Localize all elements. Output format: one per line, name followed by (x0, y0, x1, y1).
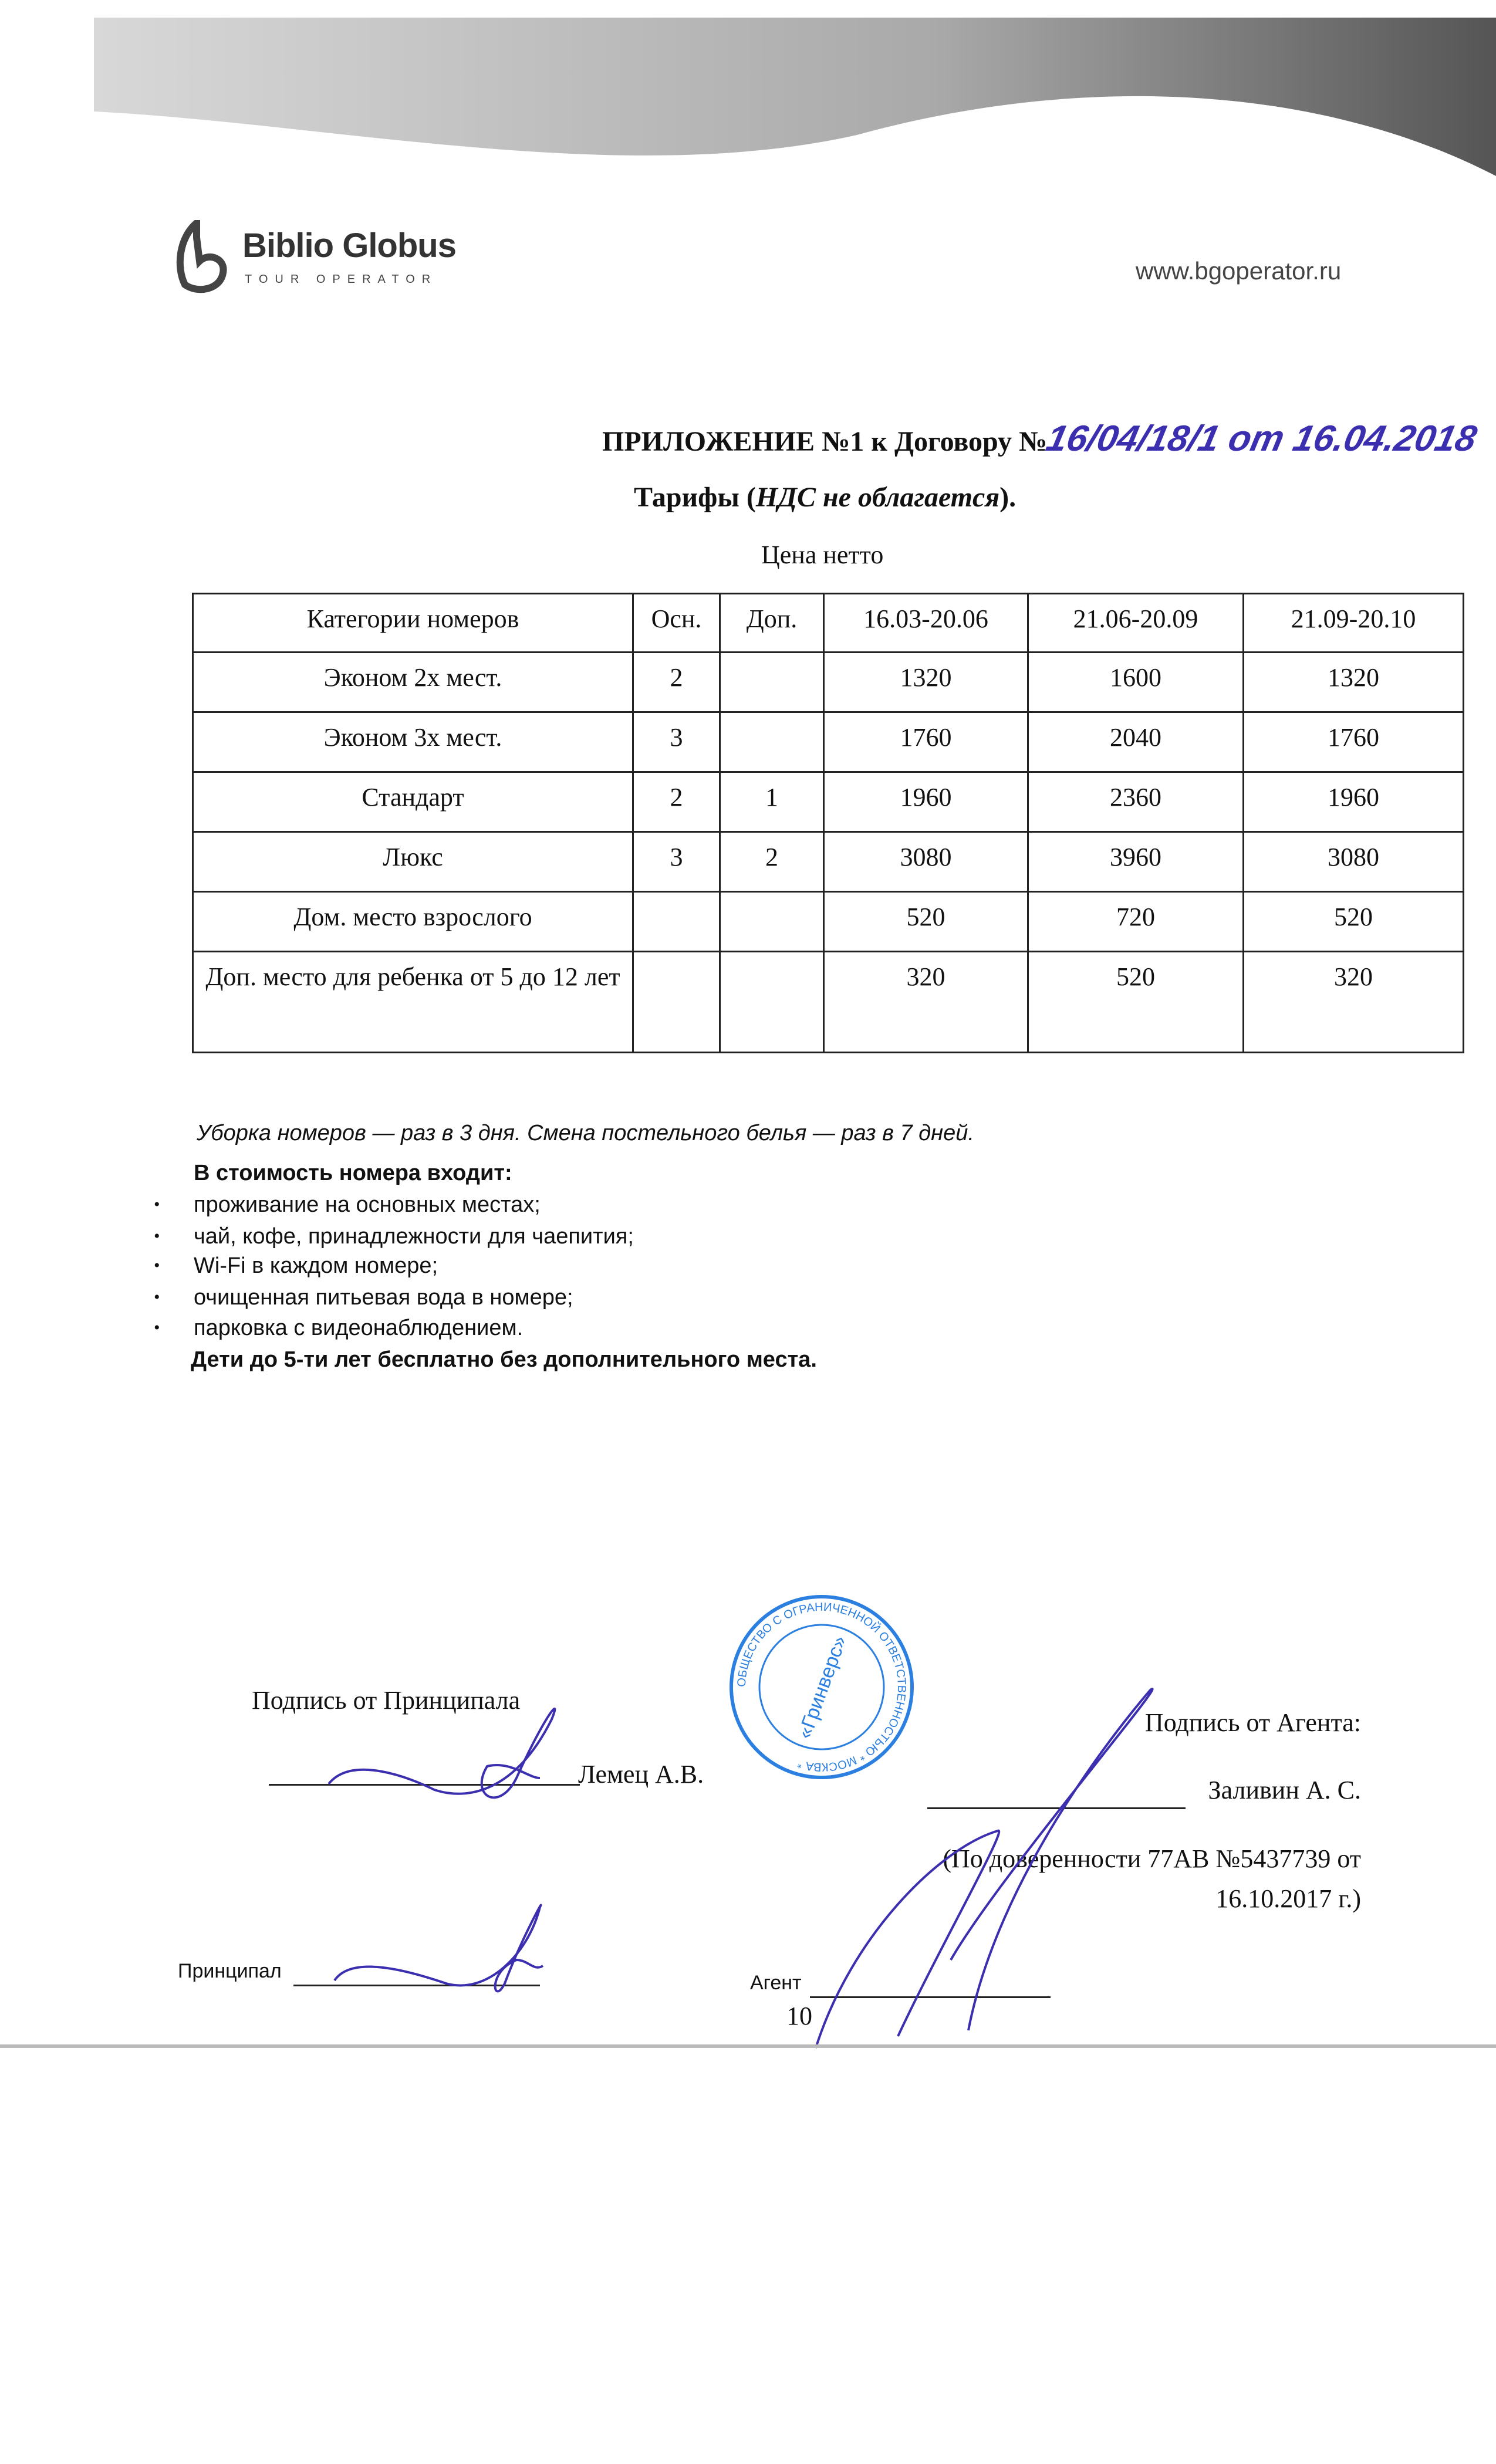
principal-signature-label: Подпись от Принципала (252, 1686, 521, 1715)
bullet-icon: • (154, 1226, 160, 1246)
tariffs-end: ). (999, 482, 1017, 513)
table-cell: 320 (824, 952, 1028, 1053)
table-cell: 1760 (1244, 712, 1464, 772)
principal-name: Лемец А.В. (578, 1760, 704, 1789)
table-cell: 3960 (1028, 832, 1244, 892)
table-cell: Эконом 2х мест. (193, 653, 633, 712)
cleaning-note: Уборка номеров — раз в 3 дня. Смена постельного белья — раз в 7 дней. (197, 1121, 974, 1145)
logo-subtitle: TOUR OPERATOR (245, 273, 438, 286)
header-cell: Категории номеров (193, 594, 633, 653)
table-cell: 1600 (1028, 653, 1244, 712)
table-cell: 520 (824, 892, 1028, 952)
included-item: чай, кофе, принадлежности для чаепития; (194, 1224, 634, 1249)
page-edge (0, 2044, 1496, 2048)
table-cell: 3 (633, 712, 720, 772)
bullet-icon: • (154, 1195, 160, 1214)
table-cell: Эконом 3х мест. (193, 712, 633, 772)
vat-note: НДС не облагается (755, 482, 1000, 513)
included-item: парковка с видеонаблюдением. (194, 1316, 524, 1340)
table-cell: 1960 (824, 772, 1028, 832)
header-cell: 21.09-20.10 (1244, 594, 1464, 653)
included-heading: В стоимость номера входит: (194, 1161, 512, 1185)
children-note: Дети до 5-ти лет бесплатно без дополнительного места. (191, 1347, 817, 1372)
table-cell: 1 (720, 772, 824, 832)
table-cell: 2360 (1028, 772, 1244, 832)
footer-principal-signature (335, 1905, 543, 1992)
power-of-attorney-date: 16.10.2017 г.) (1215, 1884, 1361, 1913)
header-cell: 21.06-20.09 (1028, 594, 1244, 653)
table-cell: 2 (720, 832, 824, 892)
svg-text:ОБЩЕСТВО С ОГРАНИЧЕННОЙ ОТВЕТС: ОБЩЕСТВО С ОГРАНИЧЕННОЙ ОТВЕТСТВЕННОСТЬЮ * МОСКВА * (735, 1600, 909, 1774)
table-cell: 720 (1028, 892, 1244, 952)
power-of-attorney: (По доверенности 77АВ №5437739 от (943, 1844, 1361, 1873)
table-cell: 1320 (1244, 653, 1464, 712)
agent-signature-label: Подпись от Агента: (1144, 1708, 1361, 1737)
table-cell: 1960 (1244, 772, 1464, 832)
table-cell: 1320 (824, 653, 1028, 712)
table-cell: Люкс (193, 832, 633, 892)
table-cell: Доп. место для ребенка от 5 до 12 лет (193, 952, 633, 1053)
logo-name: Biblio Globus (242, 227, 456, 265)
svg-text:«Гринверс»: «Гринверс» (793, 1632, 852, 1742)
header-cell: 16.03-20.06 (824, 594, 1028, 653)
included-item: Wi-Fi в каждом номере; (194, 1253, 438, 1278)
page-number: 10 (786, 2002, 812, 2030)
bullet-icon: • (154, 1256, 160, 1275)
tariffs-text: Тарифы ( (634, 482, 756, 513)
table-cell: 1760 (824, 712, 1028, 772)
header-cell: Осн. (633, 594, 720, 653)
table-cell: 3 (633, 832, 720, 892)
website: www.bgoperator.ru (1136, 257, 1342, 285)
footer-principal-label: Принципал (178, 1960, 282, 1982)
table-cell: 520 (1244, 892, 1464, 952)
price-label: Цена нетто (761, 540, 884, 569)
table-cell: 2 (633, 653, 720, 712)
bullet-icon: • (154, 1287, 160, 1307)
header-cell: Доп. (720, 594, 824, 653)
table-cell: 520 (1028, 952, 1244, 1053)
table-cell: 320 (1244, 952, 1464, 1053)
table-cell: Стандарт (193, 772, 633, 832)
principal-signature (329, 1709, 555, 1797)
table-cell: 3080 (824, 832, 1028, 892)
agent-name: Заливин А. С. (1208, 1776, 1361, 1804)
included-item: проживание на основных местах; (194, 1192, 541, 1217)
table-cell: Дом. место взрослого (193, 892, 633, 952)
handwritten-contract-number: 16/04/18/1 от 16.04.2018 (1042, 418, 1481, 459)
table-cell: 2 (633, 772, 720, 832)
table-cell: 2040 (1028, 712, 1244, 772)
agent-signature (951, 1689, 1153, 2030)
bullet-icon: • (154, 1318, 160, 1337)
table-cell: 3080 (1244, 832, 1464, 892)
title-prefix: ПРИЛОЖЕНИЕ №1 к Договору № (602, 426, 1048, 457)
included-item: очищенная питьевая вода в номере; (194, 1285, 573, 1310)
footer-agent-label: Агент (750, 1972, 802, 1994)
